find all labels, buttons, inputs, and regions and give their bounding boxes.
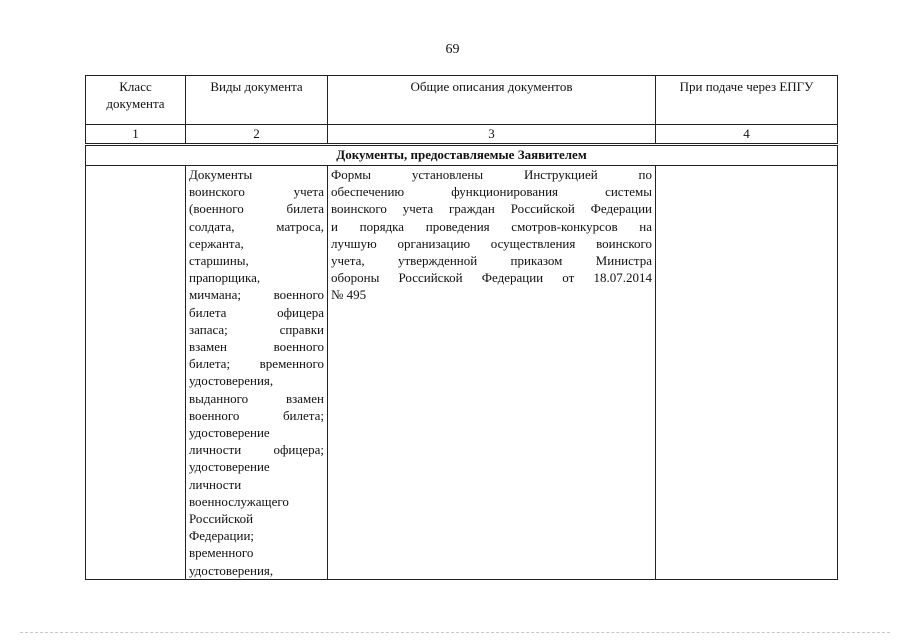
description-line: и порядка проведения смотров-конкурсов на xyxy=(331,218,652,234)
section-title: Документы, предоставляемые Заявителем xyxy=(86,145,838,166)
description-line: обороны Российской Федерации от 18.07.2014 xyxy=(331,270,652,286)
document-types-line: временного xyxy=(189,545,254,561)
document-types-line: (военного билета xyxy=(189,201,324,217)
document-types-line: Федерации; xyxy=(189,528,255,544)
description-line: обеспечению функционирования системы xyxy=(331,184,652,200)
document-types-line: удостоверения, xyxy=(189,373,274,389)
document-types-line: удостоверение xyxy=(189,459,270,475)
description-line: Формы установлены Инструкцией по xyxy=(331,167,652,182)
document-types-line: солдата, матроса, xyxy=(189,218,324,234)
document-types-line: сержанта, xyxy=(189,235,244,251)
table-header-row xyxy=(86,76,838,125)
document-types-line: личности офицера; xyxy=(189,442,324,458)
epgu-submission-cell xyxy=(656,166,838,580)
section-row xyxy=(86,145,838,166)
description-line: лучшую организацию осуществления воинского xyxy=(331,235,652,251)
document-types-line: выданного взамен xyxy=(189,390,324,406)
page-number: 69 xyxy=(445,42,460,57)
document-types-line: военного билета; xyxy=(189,407,324,423)
description-line: воинского учета граждан Российской Федерации xyxy=(331,201,652,217)
column-number-row xyxy=(86,125,838,145)
column-number-2: 2 xyxy=(186,125,328,145)
document-types-line: Документы xyxy=(189,167,253,182)
documents-table xyxy=(85,75,838,580)
document-description-cell xyxy=(328,166,656,580)
document-types-line: взамен военного xyxy=(189,339,324,355)
document-types-line: военнослужащего xyxy=(189,493,289,509)
document-types-line: Российской xyxy=(189,511,254,527)
description-line: учета, утвержденной приказом Министра xyxy=(331,253,652,269)
header-document-descriptions: Общие описания документов xyxy=(328,76,656,125)
document-types-cell xyxy=(186,166,328,580)
document-types-line: билета офицера xyxy=(189,304,324,320)
document-types-line: личности xyxy=(189,476,242,492)
scan-artifact-line xyxy=(20,632,890,633)
column-number-4: 4 xyxy=(656,125,838,145)
header-document-class: Класс документа xyxy=(86,76,186,125)
table-row xyxy=(86,166,838,580)
document-types-line: удостоверение xyxy=(189,425,270,441)
document-types-line: запаса; справки xyxy=(189,321,324,337)
header-document-types: Виды документа xyxy=(186,76,328,125)
document-types-line: удостоверения, xyxy=(189,562,274,578)
document-types-line: билета; временного xyxy=(189,356,324,372)
header-epgu-submission: При подаче через ЕПГУ xyxy=(656,76,838,125)
document-types-line: мичмана; военного xyxy=(189,287,324,303)
document-types-line: воинского учета xyxy=(189,184,324,200)
document-class-cell xyxy=(86,166,186,580)
document-types-line: старшины, xyxy=(189,253,249,269)
column-number-1: 1 xyxy=(86,125,186,145)
description-line: № 495 xyxy=(331,287,367,303)
document-types-line: прапорщика, xyxy=(189,270,261,286)
column-number-3: 3 xyxy=(328,125,656,145)
